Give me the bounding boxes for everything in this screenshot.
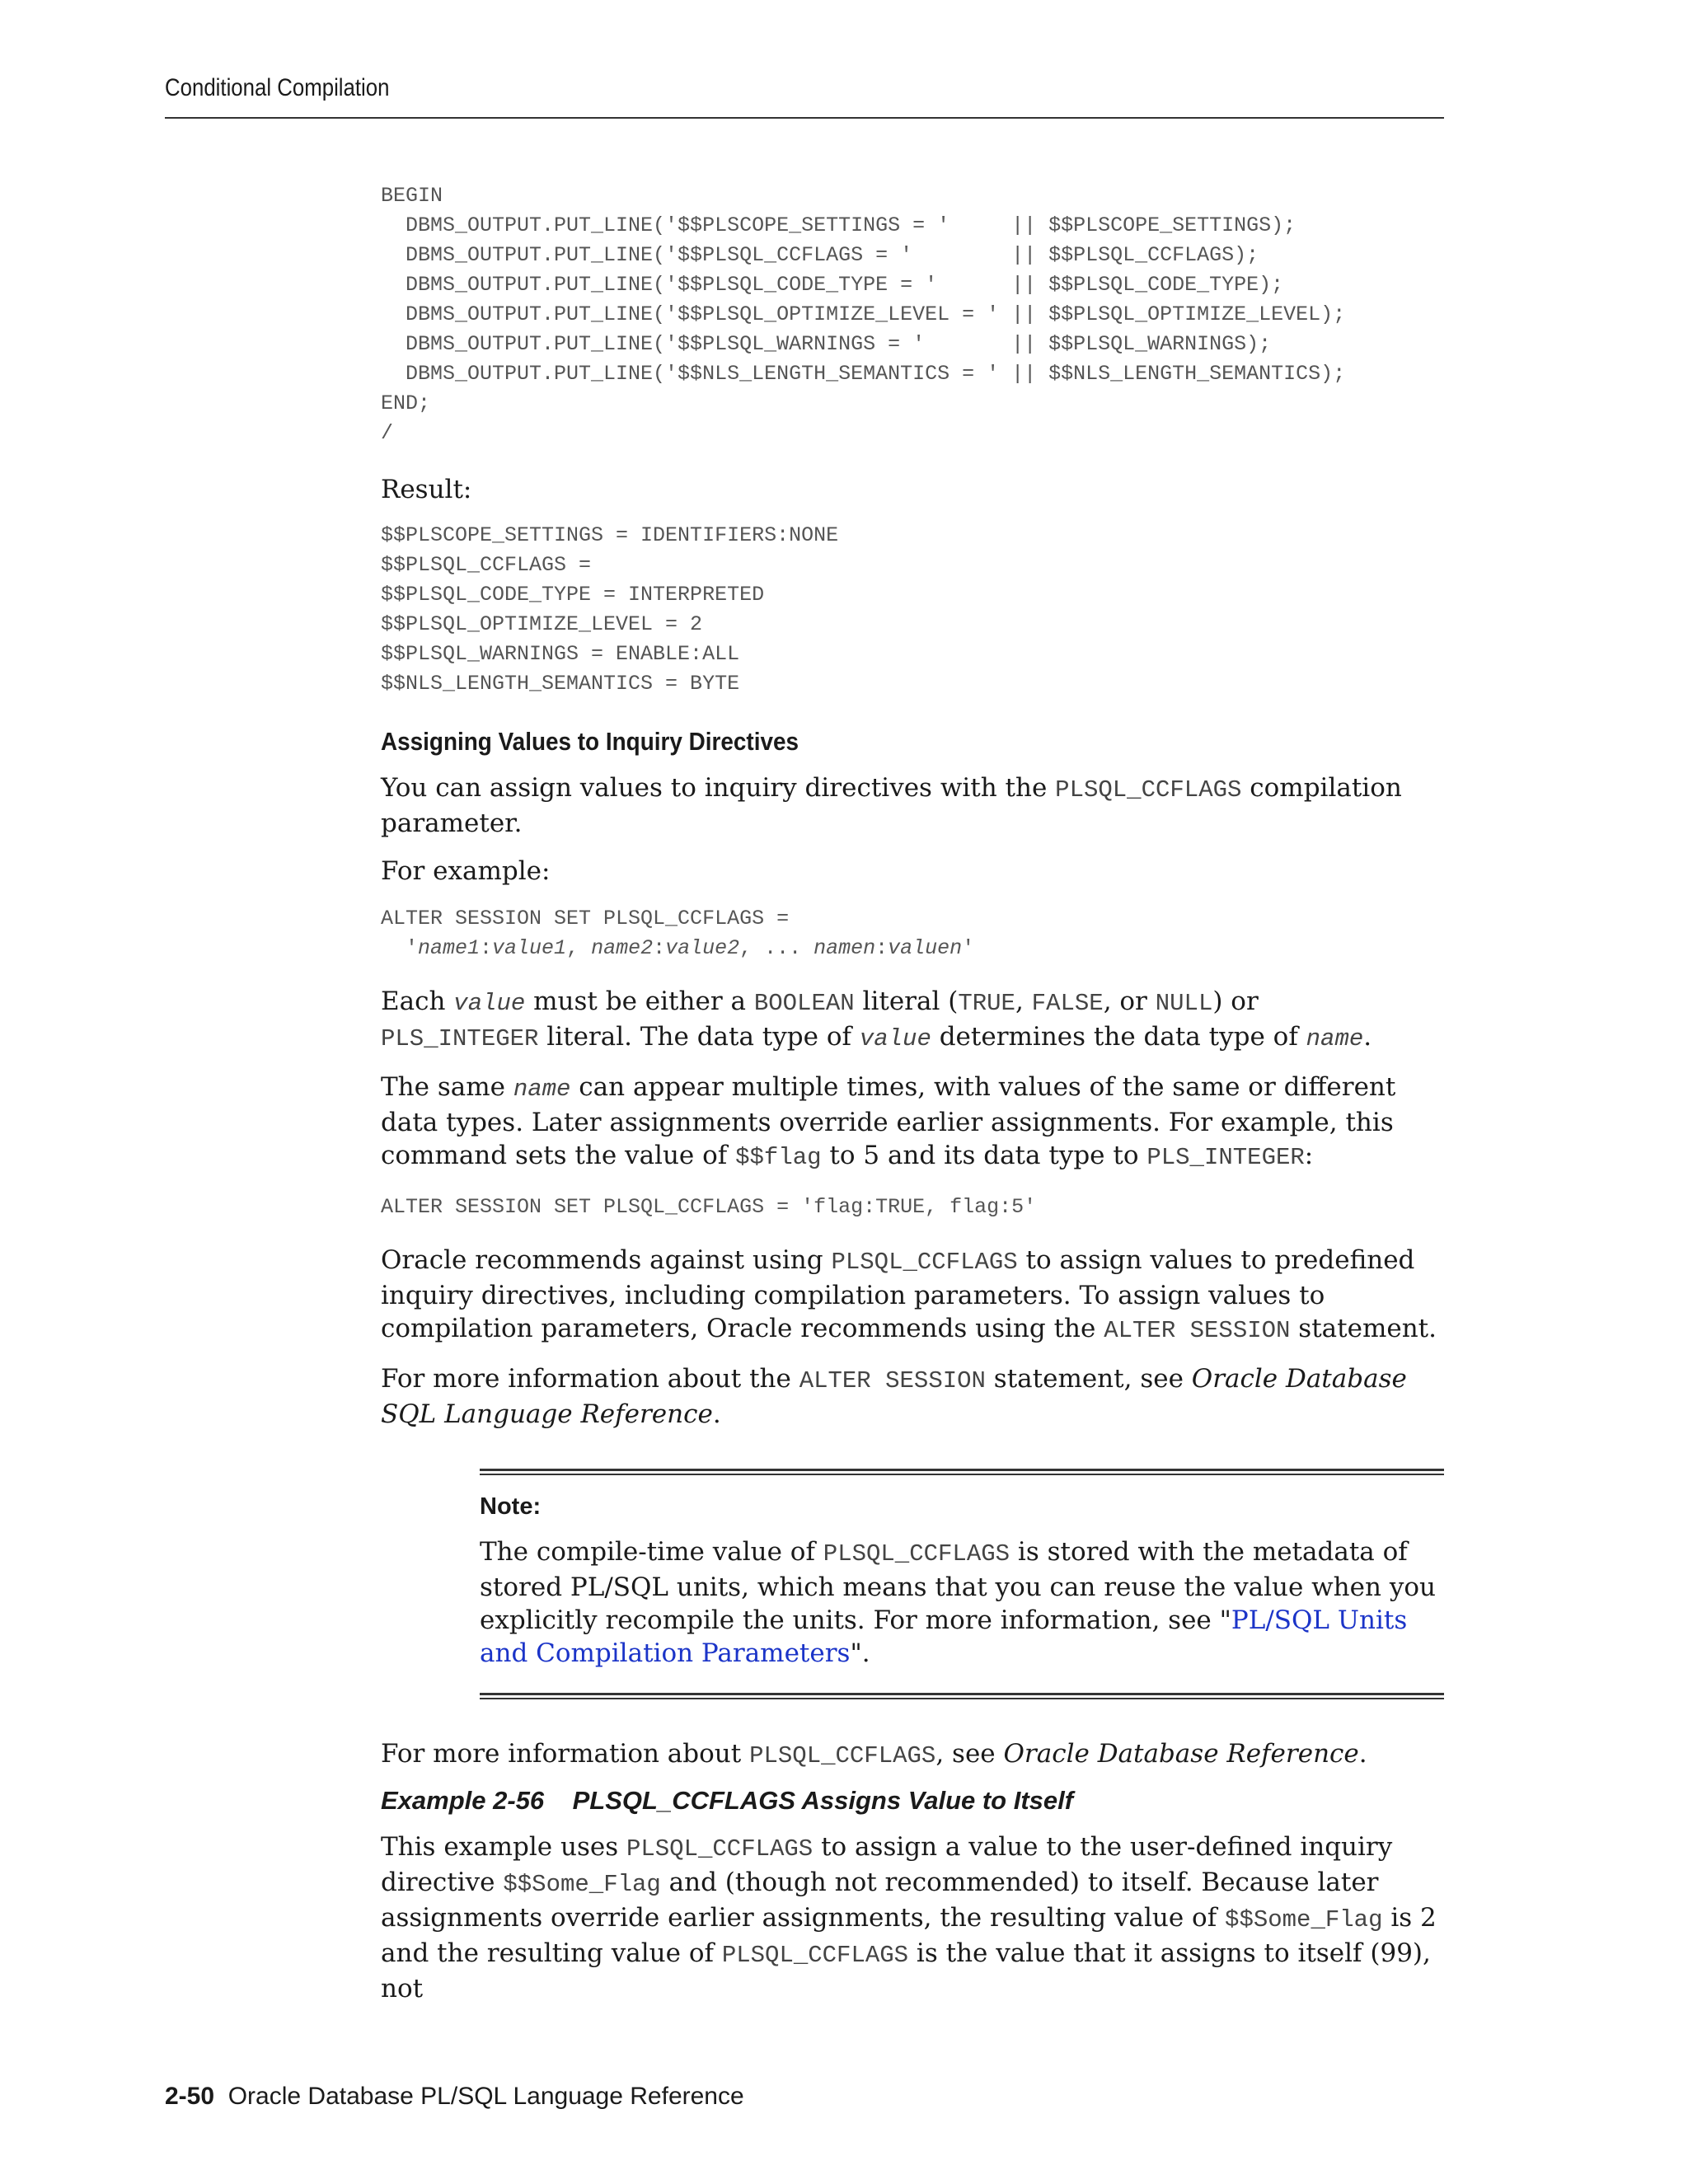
- code-term: PLS_INTEGER: [1146, 1144, 1305, 1171]
- code-line: DBMS_OUTPUT.PUT_LINE('$$PLSQL_WARNINGS = ' || $$PLSQL_WARNINGS);: [381, 332, 1272, 356]
- code-term: BOOLEAN: [753, 990, 855, 1017]
- text-run: statement.: [1290, 1314, 1437, 1343]
- code-line: $$PLSQL_CCFLAGS =: [381, 553, 592, 577]
- code-term: NULL: [1155, 990, 1213, 1017]
- paragraph: [381, 1737, 1444, 1773]
- text-run: ) or: [1212, 987, 1259, 1016]
- code-term: name: [1306, 1025, 1364, 1052]
- text-run: , or: [1103, 987, 1156, 1016]
- example-title: Example 2-56 PLSQL_CCFLAGS Assigns Value to Itself: [381, 1786, 1074, 1815]
- text-run: ".: [850, 1638, 870, 1668]
- code-line: BEGIN: [381, 184, 443, 208]
- page-body: [381, 181, 1444, 2005]
- text-run: to assign values to predefined inquiry directives, including compilation parameters. To assign values to compilation parameters, Oracle recommends using the: [381, 1245, 1415, 1343]
- header-title: Conditional Compilation: [165, 74, 390, 101]
- text-run: The same: [381, 1072, 513, 1102]
- code-line: $$PLSQL_OPTIMIZE_LEVEL = 2: [381, 612, 703, 636]
- code-block-result: [381, 521, 1444, 699]
- text-run: must be either a: [525, 987, 754, 1016]
- code-term: PLSQL_CCFLAGS: [823, 1540, 1010, 1568]
- code-line: ALTER SESSION SET PLSQL_CCFLAGS =: [381, 907, 790, 930]
- code-block-alter-session: [381, 904, 1444, 963]
- code-term: PLSQL_CCFLAGS: [626, 1835, 814, 1863]
- code-placeholder: valuen: [888, 936, 963, 960]
- book-title: Oracle Database Reference: [1003, 1739, 1359, 1769]
- text-run: and (though not recommended) to itself. Because later assignments override earlier assignments, the resulting value of: [381, 1868, 1379, 1933]
- code-term: value: [859, 1025, 931, 1052]
- code-term: PLSQL_CCFLAGS: [1055, 776, 1242, 804]
- text-run: is 2 and the resulting value of: [381, 1903, 1437, 1968]
- book-name: Oracle Database PL/SQL Language Reference: [227, 2083, 744, 2110]
- code-line: $$PLSQL_CODE_TYPE = INTERPRETED: [381, 583, 765, 607]
- text-run: This example uses: [381, 1832, 626, 1862]
- result-label: Result:: [381, 475, 472, 504]
- text-run: You can assign values to inquiry directives with the: [381, 773, 1056, 803]
- code-run: :: [653, 936, 666, 960]
- book-title: Oracle Database SQL Language Reference: [381, 1364, 1407, 1429]
- code-term: FALSE: [1031, 990, 1104, 1017]
- code-term: PLSQL_CCFLAGS: [831, 1249, 1018, 1276]
- note-box: [480, 1469, 1444, 1699]
- text-run: .: [1358, 1739, 1367, 1769]
- code-term: $$Some_Flag: [1225, 1906, 1383, 1933]
- code-term: name: [513, 1076, 571, 1103]
- code-line: /: [381, 421, 394, 445]
- code-term: PLS_INTEGER: [381, 1025, 539, 1052]
- code-term: value: [453, 990, 526, 1017]
- code-block-plsql: [381, 181, 1444, 448]
- code-line: DBMS_OUTPUT.PUT_LINE('$$NLS_LENGTH_SEMANTICS = ' || $$NLS_LENGTH_SEMANTICS);: [381, 362, 1346, 386]
- code-run: :: [875, 936, 889, 960]
- text-run: can appear multiple times, with values of the same or different data types. Later assignments override earlier assignments. For example, this command sets the value of: [381, 1072, 1396, 1170]
- text-run: Each: [381, 987, 454, 1016]
- text-run: The compile-time value of: [480, 1537, 823, 1567]
- code-line: DBMS_OUTPUT.PUT_LINE('$$PLSQL_CCFLAGS = ' || $$PLSQL_CCFLAGS);: [381, 243, 1259, 267]
- running-header: [165, 74, 1444, 119]
- paragraph: [381, 985, 1444, 1056]
- code-line: DBMS_OUTPUT.PUT_LINE('$$PLSQL_CODE_TYPE = ' || $$PLSQL_CODE_TYPE);: [381, 273, 1284, 297]
- code-block-flag: [381, 1193, 1444, 1222]
- code-run: ': [381, 936, 419, 960]
- code-placeholder: value1: [492, 936, 567, 960]
- text-run: ,: [1015, 987, 1032, 1016]
- page-number: 2-50: [165, 2083, 215, 2110]
- code-placeholder: namen: [814, 936, 876, 960]
- text-run: to assign a value to the user-defined inquiry directive: [381, 1832, 1393, 1897]
- code-run: ': [962, 936, 975, 960]
- paragraph: [381, 1244, 1444, 1347]
- code-term: PLSQL_CCFLAGS: [721, 1942, 909, 1969]
- code-placeholder: name1: [418, 936, 481, 960]
- code-term: TRUE: [958, 990, 1015, 1017]
- text-run: literal (: [854, 987, 959, 1016]
- text-run: statement, see: [985, 1364, 1192, 1394]
- text-run: is the value that it assigns to itself (99), not: [381, 1938, 1431, 2004]
- code-line: $$PLSCOPE_SETTINGS = IDENTIFIERS:NONE: [381, 523, 839, 547]
- text-run: :: [1304, 1141, 1314, 1170]
- note-text: [480, 1535, 1444, 1670]
- text-run: determines the data type of: [931, 1022, 1306, 1052]
- code-term: ALTER SESSION: [799, 1367, 986, 1394]
- code-line: END;: [381, 391, 431, 415]
- paragraph: [381, 1830, 1444, 2005]
- note-top-rule: [480, 1469, 1444, 1475]
- code-placeholder: name2: [591, 936, 654, 960]
- text-run: compilation parameter.: [381, 773, 1402, 838]
- text-run: For more information about the: [381, 1364, 799, 1394]
- code-run: , ...: [739, 936, 814, 960]
- note-bottom-rule: [480, 1693, 1444, 1699]
- note-label: Note:: [480, 1493, 542, 1520]
- running-footer: [165, 2083, 744, 2111]
- code-term: $$Some_Flag: [503, 1871, 661, 1898]
- text-run: , see: [935, 1739, 1004, 1769]
- paragraph: [381, 771, 1444, 840]
- code-line: ALTER SESSION SET PLSQL_CCFLAGS = 'flag:TRUE, flag:5': [381, 1195, 1037, 1219]
- text-run: .: [1363, 1022, 1372, 1052]
- text-run: .: [712, 1399, 721, 1429]
- text-run: to 5 and its data type to: [821, 1141, 1147, 1170]
- cross-reference-link[interactable]: PL/SQL Units and Compilation Parameters: [480, 1605, 1408, 1668]
- text-run: For more information about: [381, 1739, 750, 1769]
- paragraph: [381, 1071, 1444, 1174]
- code-line: [381, 936, 974, 960]
- code-term: ALTER SESSION: [1104, 1317, 1291, 1344]
- code-run: ,: [566, 936, 592, 960]
- code-line: DBMS_OUTPUT.PUT_LINE('$$PLSQL_OPTIMIZE_LEVEL = ' || $$PLSQL_OPTIMIZE_LEVEL);: [381, 302, 1346, 326]
- code-line: $$PLSQL_WARNINGS = ENABLE:ALL: [381, 642, 740, 666]
- paragraph: For example:: [381, 856, 551, 886]
- code-term: $$flag: [735, 1144, 822, 1171]
- code-term: PLSQL_CCFLAGS: [749, 1742, 936, 1769]
- text-run: literal. The data type of: [538, 1022, 860, 1052]
- code-line: DBMS_OUTPUT.PUT_LINE('$$PLSCOPE_SETTINGS = ' || $$PLSCOPE_SETTINGS);: [381, 213, 1296, 237]
- code-line: $$NLS_LENGTH_SEMANTICS = BYTE: [381, 672, 740, 696]
- text-run: Oracle recommends against using: [381, 1245, 832, 1275]
- code-placeholder: value2: [665, 936, 740, 960]
- text-run: is stored with the metadata of stored PL/SQL units, which means that you can reuse the value when you explicitly recompile the units. For more information, see ": [480, 1537, 1436, 1635]
- paragraph: [381, 1362, 1444, 1431]
- code-run: :: [480, 936, 493, 960]
- section-heading: Assigning Values to Inquiry Directives: [381, 727, 799, 756]
